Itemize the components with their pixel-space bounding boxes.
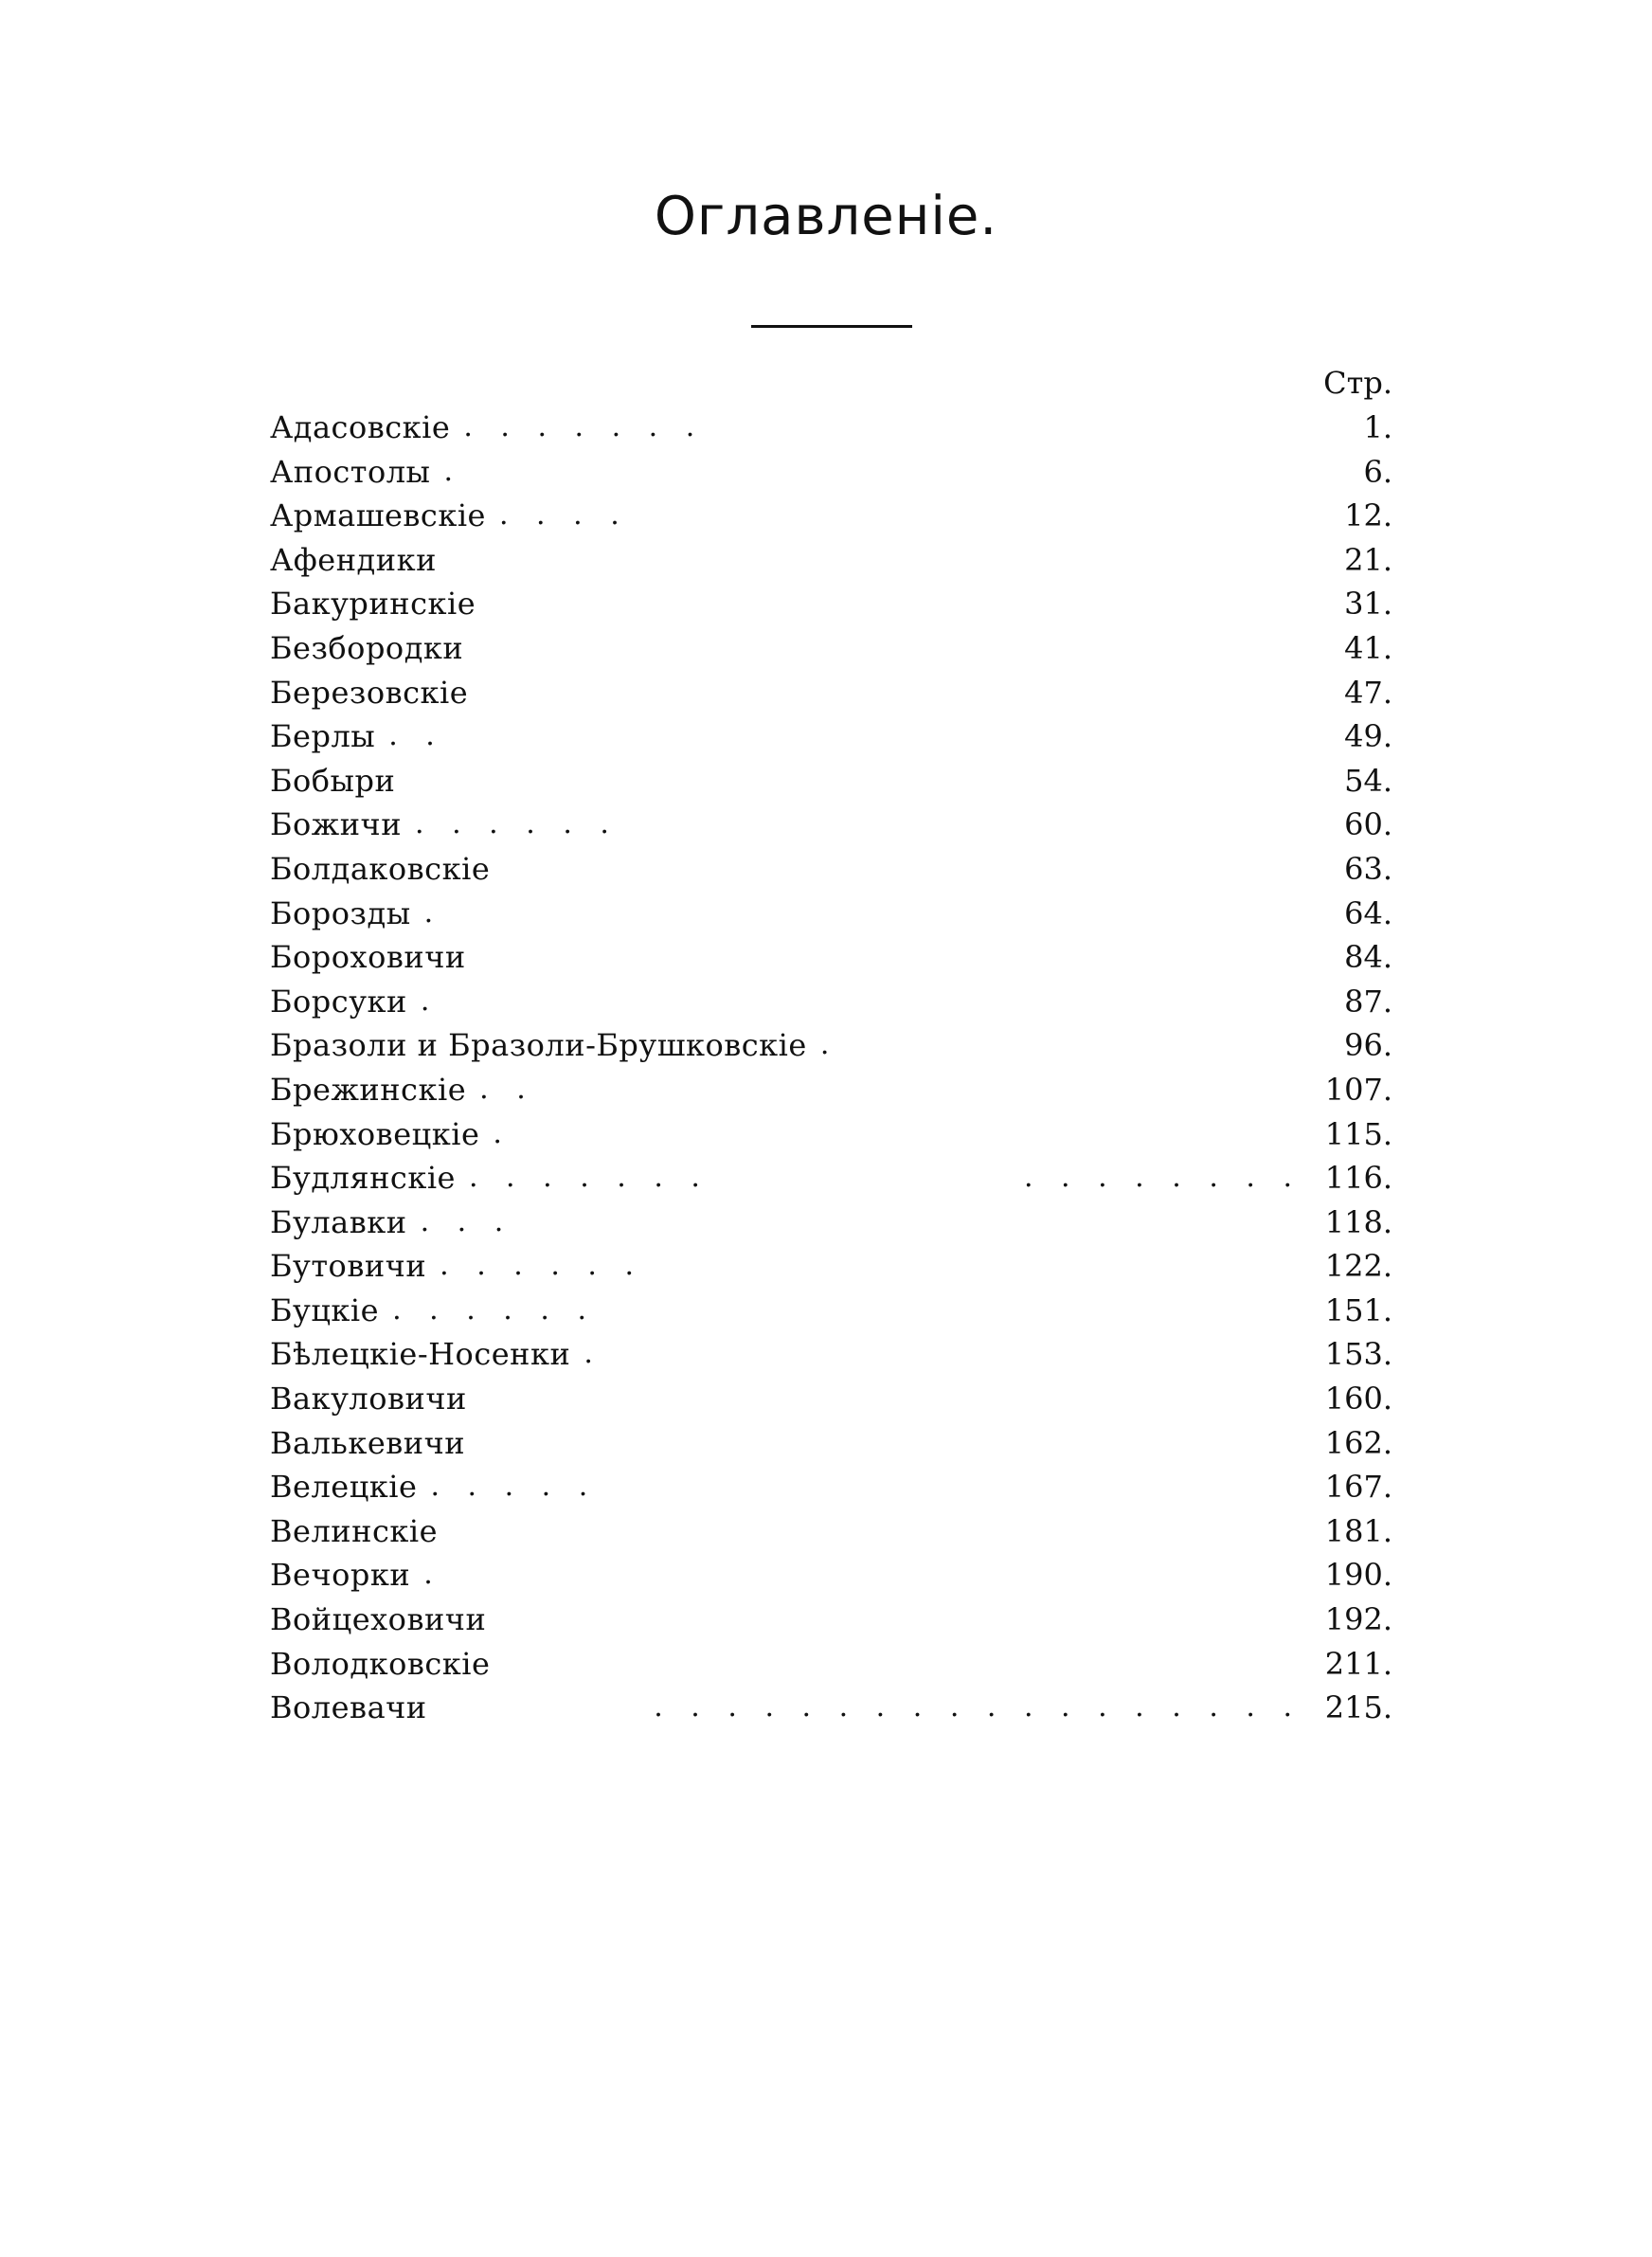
toc-entry[interactable] xyxy=(270,1201,1392,1245)
toc-entry-name: Адасовскіе xyxy=(270,409,451,445)
toc-entry-name: Бобыри xyxy=(270,762,396,799)
toc-entry[interactable] xyxy=(270,1465,1392,1509)
toc-entry[interactable] xyxy=(270,759,1392,803)
toc-entry-name: Брюховецкіе xyxy=(270,1115,480,1152)
toc-entry-name: Вечорки xyxy=(270,1557,411,1594)
toc-entry-page: 162. xyxy=(1324,1424,1392,1461)
toc-entry[interactable] xyxy=(270,892,1392,936)
toc-entry[interactable] xyxy=(270,1598,1392,1642)
toc-entry-name: Вакуловичи xyxy=(270,1381,467,1417)
toc-entry-leader: . . xyxy=(388,719,444,753)
toc-entry-name: Бороховичи xyxy=(270,939,466,976)
toc-entry-name: Армашевскіе xyxy=(270,497,486,534)
toc-entry-name: Безбородки xyxy=(270,629,464,666)
toc-entry-page: 151. xyxy=(1324,1291,1392,1328)
toc-entry[interactable] xyxy=(270,803,1392,847)
toc-entry-page: 116. xyxy=(1324,1160,1392,1197)
toc-entry-name: Валькевичи xyxy=(270,1424,466,1461)
toc-entry[interactable] xyxy=(270,1421,1392,1466)
toc-entry[interactable] xyxy=(270,847,1392,892)
toc-entry-page: 215. xyxy=(1324,1689,1392,1726)
toc-entry-name: Волевачи xyxy=(270,1689,427,1726)
toc-entry-leader: . . . . . . xyxy=(415,807,619,841)
toc-entry-name: Бѣлецкіе-Носенки xyxy=(270,1336,571,1373)
toc-entry-name: Буцкіе xyxy=(270,1291,380,1328)
toc-entry-page: 47. xyxy=(1344,674,1392,711)
toc-entry[interactable] xyxy=(270,1023,1392,1068)
toc-entry-page: 6. xyxy=(1363,453,1392,490)
title-divider xyxy=(751,325,912,328)
page-column-header: Стр. xyxy=(1323,365,1392,401)
toc-entry[interactable] xyxy=(270,935,1392,980)
toc-entry[interactable] xyxy=(270,1377,1392,1421)
page-title: Оглавленіе. xyxy=(654,186,998,247)
toc-entry-page: 21. xyxy=(1344,541,1392,578)
toc-entry-page: 160. xyxy=(1324,1381,1392,1417)
toc-entry-page: 181. xyxy=(1324,1512,1392,1549)
toc-entry-leader: . xyxy=(584,1337,602,1371)
toc-entry[interactable] xyxy=(270,1332,1392,1377)
toc-entry[interactable] xyxy=(270,494,1392,538)
toc-entry-page: 54. xyxy=(1344,762,1392,799)
toc-entry-leader-right: . . . . . . . . xyxy=(1023,1161,1302,1195)
toc-entry-page: 41. xyxy=(1344,629,1392,666)
toc-entry-name: Бразоли и Бразоли-Брушковскіе xyxy=(270,1027,807,1064)
toc-entry-name: Велинскіе xyxy=(270,1512,439,1549)
toc-entry-page: 115. xyxy=(1324,1115,1392,1152)
toc-entry-name: Божичи xyxy=(270,806,403,843)
toc-entry-page: 118. xyxy=(1324,1203,1392,1240)
toc-entry-leader: . . xyxy=(479,1072,535,1106)
toc-entry-name: Болдаковскіе xyxy=(270,850,491,887)
toc-entry-name: Велецкіе xyxy=(270,1469,418,1506)
toc-entry[interactable] xyxy=(270,1509,1392,1554)
toc-entry-name: Афендики xyxy=(270,541,437,578)
toc-entry-page: 122. xyxy=(1324,1248,1392,1285)
toc-entry[interactable] xyxy=(270,1642,1392,1687)
toc-entry[interactable] xyxy=(270,1156,1392,1201)
toc-entry-name: Будлянскіе xyxy=(270,1160,456,1197)
toc-entry-leader-right: . . . . . . . . . . . . . . . . . . xyxy=(654,1690,1302,1724)
toc-entry[interactable] xyxy=(270,1112,1392,1157)
toc-entry-leader: . xyxy=(443,454,463,488)
toc-entry-name: Брежинскіе xyxy=(270,1071,467,1108)
toc-entry-name: Берлы xyxy=(270,718,376,755)
toc-list xyxy=(270,406,1392,1730)
toc-entry[interactable] xyxy=(270,1244,1392,1289)
toc-entry-page: 107. xyxy=(1324,1071,1392,1108)
toc-entry[interactable] xyxy=(270,1553,1392,1598)
toc-entry-page: 31. xyxy=(1344,586,1392,623)
table-of-contents xyxy=(270,360,1392,1730)
toc-entry-leader: . . . . . . xyxy=(392,1292,596,1327)
toc-entry-page: 12. xyxy=(1344,497,1392,534)
toc-entry[interactable] xyxy=(270,406,1392,450)
toc-entry-leader: . . . xyxy=(420,1204,513,1238)
toc-entry-name: Бакуринскіе xyxy=(270,586,476,623)
toc-entry-leader: . xyxy=(493,1116,512,1150)
toc-entry-name: Булавки xyxy=(270,1203,407,1240)
toc-entry-leader: . xyxy=(420,984,440,1018)
toc-entry-page: 192. xyxy=(1324,1601,1392,1638)
toc-entry-leader: . xyxy=(423,895,443,930)
toc-entry-leader: . . . . . . xyxy=(440,1249,644,1283)
toc-entry-leader: . xyxy=(423,1558,442,1592)
toc-entry[interactable] xyxy=(270,1068,1392,1112)
toc-entry[interactable] xyxy=(270,1289,1392,1333)
toc-entry-page: 153. xyxy=(1324,1336,1392,1373)
toc-entry[interactable] xyxy=(270,582,1392,626)
toc-entry-page: 1. xyxy=(1363,409,1392,445)
toc-entry-leader: . . . . . . . xyxy=(468,1161,709,1195)
toc-entry[interactable] xyxy=(270,671,1392,715)
toc-entry-name: Володковскіе xyxy=(270,1645,491,1682)
toc-entry-page: 87. xyxy=(1344,983,1392,1020)
toc-entry[interactable] xyxy=(270,980,1392,1024)
toc-entry-leader: . . . . xyxy=(498,498,629,533)
toc-entry-name: Борозды xyxy=(270,894,411,931)
toc-entry-page: 64. xyxy=(1344,894,1392,931)
toc-entry-name: Апостолы xyxy=(270,453,431,490)
toc-entry-leader: . xyxy=(819,1028,839,1062)
toc-entry-leader: . . . . . xyxy=(430,1470,598,1504)
toc-entry[interactable] xyxy=(270,538,1392,583)
toc-entry-page: 49. xyxy=(1344,718,1392,755)
toc-entry-page: 96. xyxy=(1344,1027,1392,1064)
toc-entry-name: Войцеховичи xyxy=(270,1601,487,1638)
toc-entry-name: Березовскіе xyxy=(270,674,469,711)
toc-entry-name: Бутовичи xyxy=(270,1248,427,1285)
toc-entry-page: 63. xyxy=(1344,850,1392,887)
toc-entry-leader: . . . . . . . xyxy=(463,410,705,443)
toc-entry[interactable] xyxy=(270,714,1392,759)
toc-entry-page: 167. xyxy=(1324,1469,1392,1506)
toc-entry[interactable] xyxy=(270,626,1392,671)
toc-entry-page: 84. xyxy=(1344,939,1392,976)
toc-entry[interactable] xyxy=(270,1686,1392,1730)
toc-entry[interactable] xyxy=(270,450,1392,495)
toc-entry-page: 211. xyxy=(1324,1645,1392,1682)
toc-entry-page: 190. xyxy=(1324,1557,1392,1594)
toc-entry-page: 60. xyxy=(1344,806,1392,843)
toc-entry-name: Борсуки xyxy=(270,983,407,1020)
